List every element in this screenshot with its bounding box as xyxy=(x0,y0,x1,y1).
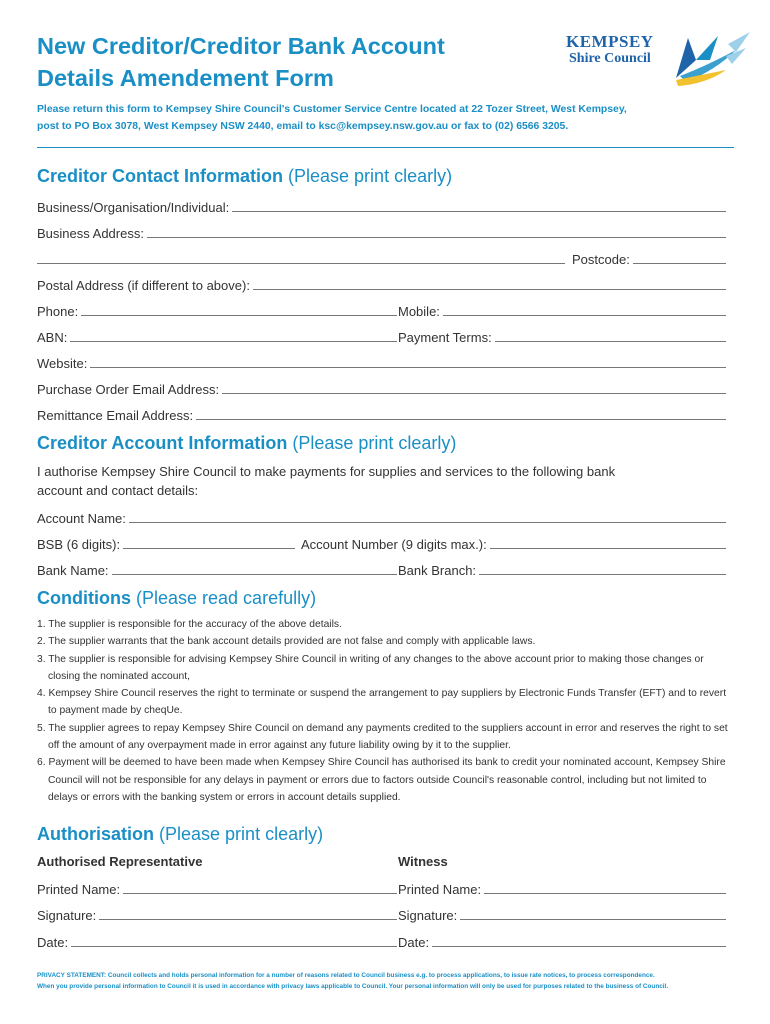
witness-printed-name-line[interactable] xyxy=(484,893,726,894)
witness-printed-name-label: Printed Name: xyxy=(398,882,482,897)
postal-address-field[interactable] xyxy=(37,275,726,293)
business-address-line-2-blank[interactable] xyxy=(37,263,565,264)
witness-printed-name-field[interactable] xyxy=(398,879,726,897)
website-field[interactable] xyxy=(37,353,726,371)
rep-signature-label: Signature: xyxy=(37,908,97,923)
postcode-label: Postcode: xyxy=(572,252,630,267)
account-name-label: Account Name: xyxy=(37,511,126,526)
business-name-label: Business/Organisation/Individual: xyxy=(37,200,230,215)
abn-field[interactable] xyxy=(37,327,397,345)
rep-date-line[interactable] xyxy=(71,946,397,947)
condition-item: 1. The supplier is responsible for the accuracy of the above details. xyxy=(37,619,342,630)
account-heading-note: (Please print clearly) xyxy=(292,433,457,453)
phone-label: Phone: xyxy=(37,304,79,319)
conditions-heading-title: Conditions xyxy=(37,588,131,608)
account-section-heading xyxy=(37,433,456,454)
remittance-email-label: Remittance Email Address: xyxy=(37,408,194,423)
po-email-line[interactable] xyxy=(222,393,726,394)
contact-heading-note: (Please print clearly) xyxy=(288,166,453,186)
payment-terms-field[interactable] xyxy=(398,327,726,345)
mobile-line[interactable] xyxy=(443,315,726,316)
mobile-label: Mobile: xyxy=(398,304,440,319)
authorise-statement-line-2: account and contact details: xyxy=(37,483,199,498)
privacy-statement-line-1: PRIVACY STATEMENT: Council collects and holds personal information for a number of reasons related to Council business e.g. to process applications, to issue rate notices, to process correspondence. xyxy=(37,972,655,979)
phone-line[interactable] xyxy=(81,315,397,316)
payment-terms-label: Payment Terms: xyxy=(398,330,492,345)
logo-text-kempsey: KEMPSEY xyxy=(566,32,654,51)
condition-item: 4. Kempsey Shire Council reserves the right to terminate or suspend the arrangement to pay suppliers by Electronic Funds Transfer (EFT) and to revert to payment made by cheqUe. xyxy=(37,688,727,717)
postal-address-label: Postal Address (if different to above): xyxy=(37,278,250,293)
account-heading-title: Creditor Account Information xyxy=(37,433,288,453)
postcode-field[interactable] xyxy=(572,249,726,267)
authorise-statement xyxy=(37,462,727,500)
po-email-field[interactable] xyxy=(37,379,726,397)
business-address-label: Business Address: xyxy=(37,226,144,241)
privacy-statement xyxy=(37,970,737,992)
authorisation-heading-note: (Please print clearly) xyxy=(159,824,324,844)
business-name-line[interactable] xyxy=(232,211,726,212)
postal-address-line[interactable] xyxy=(253,289,726,290)
return-instructions xyxy=(37,101,737,135)
rep-signature-line[interactable] xyxy=(99,919,397,920)
form-title-line-2: Details Amendement Form xyxy=(37,65,334,91)
bank-branch-label: Bank Branch: xyxy=(398,563,477,578)
conditions-heading-note: (Please read carefully) xyxy=(136,588,317,608)
rep-date-field[interactable] xyxy=(37,932,397,950)
witness-date-label: Date: xyxy=(398,935,430,950)
bsb-line[interactable] xyxy=(123,548,295,549)
witness-signature-line[interactable] xyxy=(460,919,726,920)
phone-field[interactable] xyxy=(37,301,397,319)
bank-name-field[interactable] xyxy=(37,560,397,578)
rep-printed-name-line[interactable] xyxy=(123,893,397,894)
form-title xyxy=(37,30,557,94)
abn-line[interactable] xyxy=(70,341,397,342)
authorised-representative-heading: Authorised Representative xyxy=(37,854,203,869)
witness-signature-label: Signature: xyxy=(398,908,458,923)
business-address-line[interactable] xyxy=(147,237,726,238)
rep-signature-field[interactable] xyxy=(37,905,397,923)
remittance-email-field[interactable] xyxy=(37,405,726,423)
header-divider xyxy=(37,147,734,148)
condition-item: 2. The supplier warrants that the bank account details provided are not false and comply with applicable laws. xyxy=(37,636,536,648)
account-number-line[interactable] xyxy=(490,548,726,549)
business-name-field[interactable] xyxy=(37,197,726,215)
conditions-list xyxy=(37,616,737,806)
contact-heading-title: Creditor Contact Information xyxy=(37,166,283,186)
authorisation-heading-title: Authorisation xyxy=(37,824,154,844)
bank-branch-field[interactable] xyxy=(398,560,726,578)
website-line[interactable] xyxy=(90,367,726,368)
business-address-line-2[interactable] xyxy=(37,249,565,267)
bsb-field[interactable] xyxy=(37,534,295,552)
authorise-statement-line-1: I authorise Kempsey Shire Council to make payments for supplies and services to the following bank xyxy=(37,464,616,479)
logo-bird-icon xyxy=(666,30,756,88)
return-instructions-line-2: post to PO Box 3078, West Kempsey NSW 2440, email to ksc@kempsey.nsw.gov.au or fax to (02) 6566 3205. xyxy=(37,121,569,132)
rep-printed-name-label: Printed Name: xyxy=(37,882,121,897)
payment-terms-line[interactable] xyxy=(495,341,726,342)
account-number-label: Account Number (9 digits max.): xyxy=(301,537,487,552)
privacy-statement-line-2: When you provide personal information to Council it is used in accordance with privacy laws applicable to Council. Your personal information will only be used for purposes related to the business of Council. xyxy=(37,983,669,990)
conditions-section-heading xyxy=(37,588,316,609)
kempsey-logo xyxy=(566,30,756,90)
business-address-field[interactable] xyxy=(37,223,726,241)
rep-printed-name-field[interactable] xyxy=(37,879,397,897)
account-number-field[interactable] xyxy=(301,534,726,552)
form-title-line-1: New Creditor/Creditor Bank Account xyxy=(37,33,445,59)
remittance-email-line[interactable] xyxy=(196,419,726,420)
po-email-label: Purchase Order Email Address: xyxy=(37,382,220,397)
return-instructions-line-1: Please return this form to Kempsey Shire Council's Customer Service Centre located at 22 Tozer Street, West Kempsey, xyxy=(37,104,627,115)
contact-section-heading xyxy=(37,166,452,187)
condition-item: 5. The supplier agrees to repay Kempsey Shire Council on demand any payments credited to the suppliers account in error and reserves the right to set off the amount of any overpayment made in error against any future liability owing by it to the supplier. xyxy=(37,722,728,752)
witness-heading: Witness xyxy=(398,854,448,869)
account-name-field[interactable] xyxy=(37,508,726,526)
website-label: Website: xyxy=(37,356,88,371)
witness-date-field[interactable] xyxy=(398,932,726,950)
logo-text-shire-council: Shire Council xyxy=(569,51,651,66)
witness-signature-field[interactable] xyxy=(398,905,726,923)
condition-item: 6. Payment will be deemed to have been made when Kempsey Shire Council has authorised its bank to credit your nominated account, Kempsey Shire Council will not be responsible for any delays in payment or errors due to factors outside Council's reasonable control, including but not limited to delays or errors with the banking system or errors in account details supplied. xyxy=(37,757,726,803)
bank-name-line[interactable] xyxy=(112,574,397,575)
condition-item: 3. The supplier is responsible for advising Kempsey Shire Council in writing of any changes to the above account prior to making those changes or closing the nominated account, xyxy=(37,653,704,682)
authorisation-section-heading xyxy=(37,824,323,845)
bank-name-label: Bank Name: xyxy=(37,563,109,578)
witness-date-line[interactable] xyxy=(432,946,726,947)
postcode-line[interactable] xyxy=(633,263,726,264)
account-name-line[interactable] xyxy=(129,522,726,523)
rep-date-label: Date: xyxy=(37,935,69,950)
abn-label: ABN: xyxy=(37,330,68,345)
bank-branch-line[interactable] xyxy=(479,574,726,575)
bsb-label: BSB (6 digits): xyxy=(37,537,121,552)
mobile-field[interactable] xyxy=(398,301,726,319)
